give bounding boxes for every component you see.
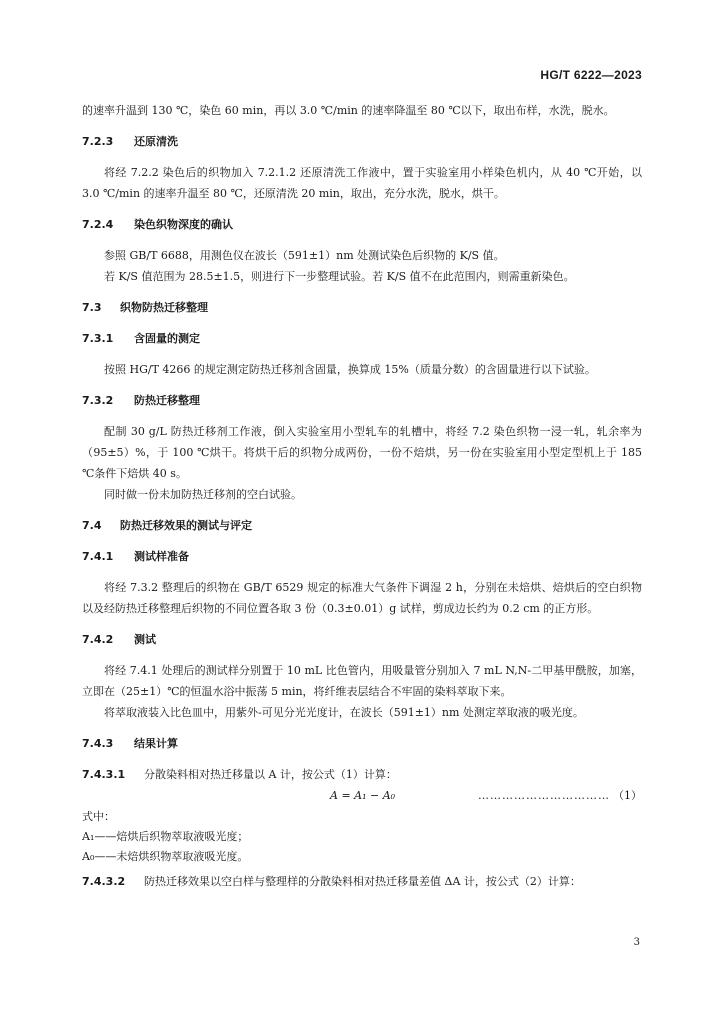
- paragraph-7-4-2-b: 将萃取液装入比色皿中，用紫外-可见分光光度计，在波长（591±1）nm 处测定萃取液的吸光度。: [104, 706, 584, 719]
- paragraph-7-2-3: 将经 7.2.2 染色后的织物加入 7.2.1.2 还原清洗工作液中，置于实验室用小样染色机内，从 40 ℃开始，以 3.0 ℃/min 的速率升温至 80 ℃，还原清洗 20 min，取出，充分水洗，脱水，烘干。: [82, 166, 642, 200]
- paragraph-7-2-4-a: 参照 GB/T 6688，用测色仪在波长（591±1）nm 处测试染色后织物的 K/S 值。: [104, 249, 505, 262]
- clause-text: 防热迁移效果以空白样与整理样的分散染料相对热迁移量差值 ΔA 计，按公式（2）计算：: [144, 875, 581, 888]
- heading-7-4: [82, 515, 642, 536]
- clause-text: 分散染料相对热迁移量以 A 计，按公式（1）计算：: [144, 768, 397, 781]
- formula-leader-dots: ……………………………: [478, 789, 610, 802]
- section-title: 测试: [134, 633, 156, 646]
- paragraph-7-2-4-b: 若 K/S 值范围为 28.5±1.5，则进行下一步整理试验。若 K/S 值不在此范围内，则需重新染色。: [104, 270, 575, 283]
- heading-7-2-4: [82, 214, 642, 235]
- section-number: 7.2.3: [82, 135, 114, 148]
- page-number: 3: [633, 937, 640, 948]
- heading-7-3: [82, 297, 642, 318]
- formula-definition-a0: A₀——未焙烘织物萃取液吸光度。: [82, 850, 249, 863]
- section-number: 7.4.1: [82, 550, 114, 563]
- formula-definition-a1: A₁——焙烘后织物萃取液吸光度；: [82, 830, 249, 843]
- section-number: 7.3.1: [82, 332, 114, 345]
- section-number: 7.3.2: [82, 394, 114, 407]
- clause-number: 7.4.3.2: [82, 875, 126, 888]
- paragraph-7-4-1: 将经 7.3.2 整理后的织物在 GB/T 6529 规定的标准大气条件下调湿 2 h，分别在未焙烘、焙烘后的空白织物以及经防热迁移整理后织物的不同位置各取 3 份（0.3±0.01）g 试样，剪成边长约为 0.2 cm 的正方形。: [82, 581, 642, 615]
- section-number: 7.4: [82, 519, 102, 532]
- section-title: 还原清洗: [134, 135, 178, 148]
- clause-7-4-3-2: [82, 871, 642, 892]
- formula-1: [82, 785, 642, 807]
- section-number: 7.3: [82, 301, 102, 314]
- heading-7-4-2: [82, 629, 642, 650]
- page-content: [82, 100, 642, 892]
- standard-code-header: HG/T 6222—2023: [540, 68, 642, 82]
- section-number: 7.4.2: [82, 633, 114, 646]
- heading-7-4-1: [82, 546, 642, 567]
- heading-7-3-2: [82, 390, 642, 411]
- paragraph-7-3-1: 按照 HG/T 4266 的规定测定防热迁移剂含固量，换算成 15%（质量分数）的含固量进行以下试验。: [104, 363, 596, 376]
- heading-7-4-3: [82, 733, 642, 754]
- heading-7-3-1: [82, 328, 642, 349]
- paragraph-7-3-2-a: 配制 30 g/L 防热迁移剂工作液，倒入实验室用小型轧车的轧槽中，将经 7.2 染色织物一浸一轧，轧余率为（95±5）%，于 100 ℃烘干。将烘干后的织物分成两份，一份不焙烘，另一份在实验室用小型定型机上于 185 ℃条件下焙烘 40 s。: [82, 425, 642, 480]
- formula-where-label: 式中：: [82, 810, 115, 823]
- section-title: 染色织物深度的确认: [134, 218, 233, 231]
- section-title: 测试样准备: [134, 550, 189, 563]
- paragraph-7-2-2-continued: 的速率升温到 130 ℃，染色 60 min，再以 3.0 ℃/min 的速率降温至 80 ℃以下，取出布样，水洗，脱水。: [82, 104, 615, 117]
- section-title: 防热迁移整理: [134, 394, 200, 407]
- formula-expression: A = A₁ − A₀: [330, 789, 396, 802]
- formula-number: （1）: [613, 789, 642, 802]
- section-title: 结果计算: [134, 737, 178, 750]
- section-title: 含固量的测定: [134, 332, 200, 345]
- section-title: 织物防热迁移整理: [120, 301, 208, 314]
- section-number: 7.2.4: [82, 218, 114, 231]
- section-number: 7.4.3: [82, 737, 114, 750]
- heading-7-2-3: [82, 131, 642, 152]
- paragraph-7-4-2-a: 将经 7.4.1 处理后的测试样分别置于 10 mL 比色管内，用吸量管分别加入 7 mL N,N-二甲基甲酰胺，加塞，立即在（25±1）℃的恒温水浴中振荡 5 min，将纤维表层结合不牢固的染料萃取下来。: [82, 664, 642, 698]
- paragraph-7-3-2-b: 同时做一份未加防热迁移剂的空白试验。: [104, 488, 302, 501]
- clause-7-4-3-1: [82, 764, 642, 785]
- section-title: 防热迁移效果的测试与评定: [120, 519, 252, 532]
- clause-number: 7.4.3.1: [82, 768, 126, 781]
